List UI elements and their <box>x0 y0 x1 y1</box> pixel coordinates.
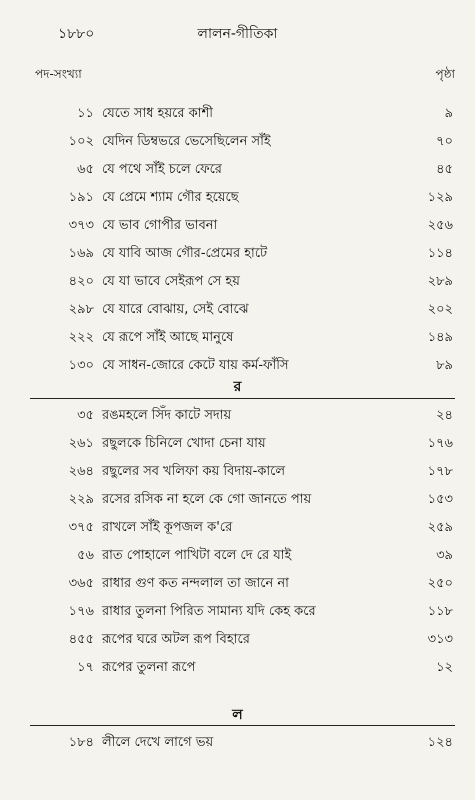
column-headings <box>0 66 475 86</box>
page-reference: ২৫০ <box>427 576 453 591</box>
song-first-line: যে যা ভাবে সেইরূপ সে হয় <box>102 274 240 289</box>
verse-number: ১৯১ <box>68 190 94 205</box>
index-row <box>0 240 475 268</box>
page-number: ১৮৮০ <box>58 26 95 42</box>
verse-number: ৩৭৫ <box>68 520 94 535</box>
page-reference: ১৭৬ <box>427 436 453 451</box>
verse-number: ১৭ <box>77 660 94 675</box>
index-row <box>0 402 475 430</box>
index-row <box>0 156 475 184</box>
verse-number: ২৯৮ <box>68 302 94 317</box>
page-reference: ৮৯ <box>436 358 453 373</box>
index-row <box>0 729 475 757</box>
index-row <box>0 654 475 682</box>
song-first-line: রঙমহলে সিঁদ কাটে সদায় <box>102 408 232 423</box>
running-title: লালন-গীতিকা <box>197 26 278 42</box>
song-first-line: রছুলকে চিনিলে খোদা চেনা যায় <box>102 436 266 451</box>
page-reference: ৯ <box>444 106 453 121</box>
page-reference: ১২৪ <box>427 735 453 750</box>
verse-number: ৬৫ <box>77 162 94 177</box>
verse-number: ২৬১ <box>68 436 94 451</box>
page-reference: ১৭৮ <box>427 464 453 479</box>
section-letter-ra: র <box>233 379 242 395</box>
index-row <box>0 184 475 212</box>
section-rule <box>30 725 455 726</box>
verse-number: ২২২ <box>68 330 94 345</box>
index-row <box>0 542 475 570</box>
page-reference: ২৫৯ <box>427 520 453 535</box>
song-first-line: রাধার তুলনা পিরিত সামান্য যদি কেহ করে <box>102 604 316 619</box>
song-first-line: রসের রসিক না হলে কে গো জানতে পায় <box>102 492 312 507</box>
page-reference: ২০২ <box>427 302 453 317</box>
index-section-ja <box>0 100 475 380</box>
section-letter-la: ল <box>232 707 243 723</box>
song-first-line: রাধার গুণ কত নন্দলাল তা জানে না <box>102 576 289 591</box>
verse-number: ১০২ <box>68 134 94 149</box>
verse-number: ৫৬ <box>77 548 94 563</box>
index-row <box>0 212 475 240</box>
index-row <box>0 458 475 486</box>
page-reference: ২৪ <box>436 408 453 423</box>
song-first-line: যে ভাব গোপীর ভাবনা <box>102 218 218 233</box>
song-first-line: রূপের তুলনা রূপে <box>102 660 196 675</box>
verse-number: ২২৯ <box>68 492 94 507</box>
verse-number: ১৮৪ <box>68 735 94 750</box>
page-header <box>0 22 475 46</box>
song-first-line: রছুলের সব খলিফা কয় বিদায়-কালে <box>102 464 286 479</box>
verse-number: ৩৬৫ <box>68 576 94 591</box>
index-row <box>0 100 475 128</box>
page-reference: ১২ <box>436 660 453 675</box>
index-row <box>0 626 475 654</box>
page-reference: ৭০ <box>436 134 453 149</box>
verse-number: ৪৫৫ <box>68 632 94 647</box>
page-reference: ৩৯ <box>436 548 453 563</box>
song-first-line: রাত পোহালে পাখিটা বলে দে রে যাই <box>102 548 292 563</box>
song-first-line: যেতে সাধ হয়রে কাশী <box>102 106 213 121</box>
index-row <box>0 296 475 324</box>
verse-number: ১৬৯ <box>68 246 94 261</box>
song-first-line: যে যারে বোঝায়, সেই বোঝে <box>102 302 249 317</box>
verse-number: ৪২০ <box>68 274 94 289</box>
verse-number: ২৬৪ <box>68 464 94 479</box>
index-row <box>0 268 475 296</box>
column-heading-page: পৃষ্ঠা <box>435 67 455 81</box>
page-reference: ২৫৬ <box>427 218 453 233</box>
index-row <box>0 128 475 156</box>
index-row <box>0 486 475 514</box>
page-reference: ১২৯ <box>427 190 453 205</box>
page-reference: ১৫৩ <box>427 492 453 507</box>
index-row <box>0 514 475 542</box>
index-section-la <box>0 729 475 757</box>
verse-number: ১৭৬ <box>68 604 94 619</box>
song-first-line: যে যাবি আজ গৌর-প্রেমের হাটে <box>102 246 268 261</box>
song-first-line: যে রূপে সাঁই আছে মানুষে <box>102 330 234 345</box>
page-reference: ৩১৩ <box>427 632 453 647</box>
verse-number: ৩৫ <box>77 408 94 423</box>
index-row <box>0 598 475 626</box>
song-first-line: যে প্রেমে শ্যাম গৌর হয়েছে <box>102 190 239 205</box>
page-reference: ১১৪ <box>427 246 453 261</box>
page-reference: ১১৮ <box>427 604 453 619</box>
song-first-line: যে পথে সাঁই চলে ফেরে <box>102 162 222 177</box>
section-rule <box>30 398 455 399</box>
page-reference: ৪৫ <box>436 162 453 177</box>
column-heading-verse-number: পদ-সংখ্যা <box>35 67 82 81</box>
index-row <box>0 570 475 598</box>
index-row <box>0 430 475 458</box>
verse-number: ৩৭৩ <box>68 218 94 233</box>
page-reference: ২৮৯ <box>427 274 453 289</box>
song-first-line: লীলে দেখে লাগে ভয় <box>102 735 214 750</box>
song-first-line: যে সাধন-জোরে কেটে যায় কর্ম-ফাঁসি <box>102 358 289 373</box>
song-first-line: যেদিন ডিম্বভরে ভেসেছিলেন সাঁই <box>102 134 271 149</box>
page-reference: ১৪৯ <box>427 330 453 345</box>
song-first-line: রাখলে সাঁই কূপজল ক'রে <box>102 520 233 535</box>
index-row <box>0 324 475 352</box>
verse-number: ১১ <box>77 106 94 121</box>
song-first-line: রূপের ঘরে অটল রূপ বিহারে <box>102 632 250 647</box>
verse-number: ১৩০ <box>68 358 94 373</box>
index-section-ra <box>0 402 475 682</box>
